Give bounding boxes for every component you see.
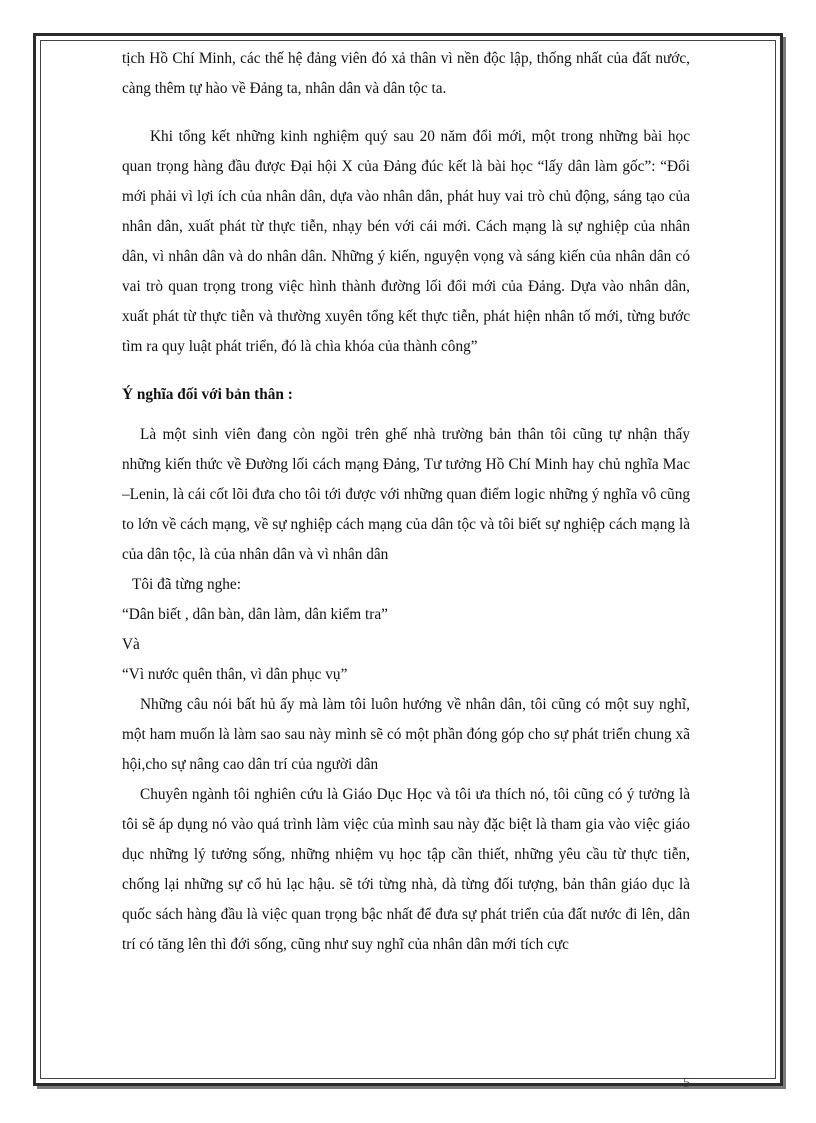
quote-one: “Dân biết , dân bàn, dân làm, dân kiểm tra” [122,606,388,623]
paragraph-heard: Tôi đã từng nghe: [132,576,241,593]
conjunction-line: Và [122,636,140,653]
paragraph-aspiration: Những câu nói bất hủ ấy mà làm tôi luôn hướng về nhân dân, tôi cũng có một suy nghĩ, một ham muốn là làm sao sau này mình sẽ có một phần đóng góp cho sự phát triển chung xã hội,cho sự nâng cao dân trí của người dân [122,696,690,773]
section-heading: Ý nghĩa đối với bản thân : [122,386,293,403]
paragraph-major: Chuyên ngành tôi nghiên cứu là Giáo Dục Học và tôi ưa thích nó, tôi cũng có ý tưởng là tôi sẽ áp dụng nó vào quá trình làm việc của mình sau này đặc biệt là tham gia vào việc giáo dục những lý tưởng sống, những nhiệm vụ học tập cần thiết, những yêu cầu từ thực tiễn, chống lại những sự cổ hủ lạc hậu. sẽ tới từng nhà, dà từng đối tượng, bản thân giáo dục là quốc sách hàng đầu là việc quan trọng bậc nhất để đưa sự phát triển của đất nước đi lên, dân trí có tăng lên thì đới sống, cũng như suy nghĩ của nhân dân mới tích cực [122,786,690,953]
frame-shadow-right [783,37,786,1089]
paragraph-continuation: tịch Hồ Chí Minh, các thế hệ đảng viên đó xả thân vì nền độc lập, thống nhất của đất nước, càng thêm tự hào về Đảng ta, nhân dân và dân tộc ta. [122,50,690,97]
paragraph-student: Là một sinh viên đang còn ngồi trên ghế nhà trường bản thân tôi cũng tự nhận thấy những kiến thức về Đường lối cách mạng Đảng, Tư tưởng Hồ Chí Minh hay chủ nghĩa Mac –Lenin, là cái cốt lõi đưa cho tôi tới được với những quan điểm logic những ý nghĩa vô cũng to lớn về cách mạng, về sự nghiệp cách mạng của dân tộc và tôi biết sự nghiệp cách mạng là của dân tộc, là của nhân dân và vì nhân dân [122,426,690,563]
document-body [122,44,690,960]
page-number: 5 [683,1076,690,1091]
paragraph-lessons: Khi tổng kết những kinh nghiệm quý sau 20 năm đổi mới, một trong những bài học quan trọng hàng đầu được Đại hội X của Đảng đúc kết là bài học “lấy dân làm gốc”: “Đổi mới phải vì lợi ích của nhân dân, dựa vào nhân dân, phát huy vai trò chủ động, sáng tạo của nhân dân, xuất phát từ thực tiễn, nhạy bén với cái mới. Cách mạng là sự nghiệp của nhân dân, vì nhân dân và do nhân dân. Những ý kiến, nguyện vọng và sáng kiến của nhân dân có vai trò quan trọng trong việc hình thành đường lối đổi mới của Đảng. Dựa vào nhân dân, xuất phát từ thực tiễn và thường xuyên tổng kết thực tiễn, phát hiện nhân tố mới, từng bước tìm ra quy luật phát triển, đó là chìa khóa của thành công” [122,128,690,355]
frame-shadow-bottom [37,1086,786,1089]
quote-two: “Vì nước quên thân, vì dân phục vụ” [122,666,348,683]
